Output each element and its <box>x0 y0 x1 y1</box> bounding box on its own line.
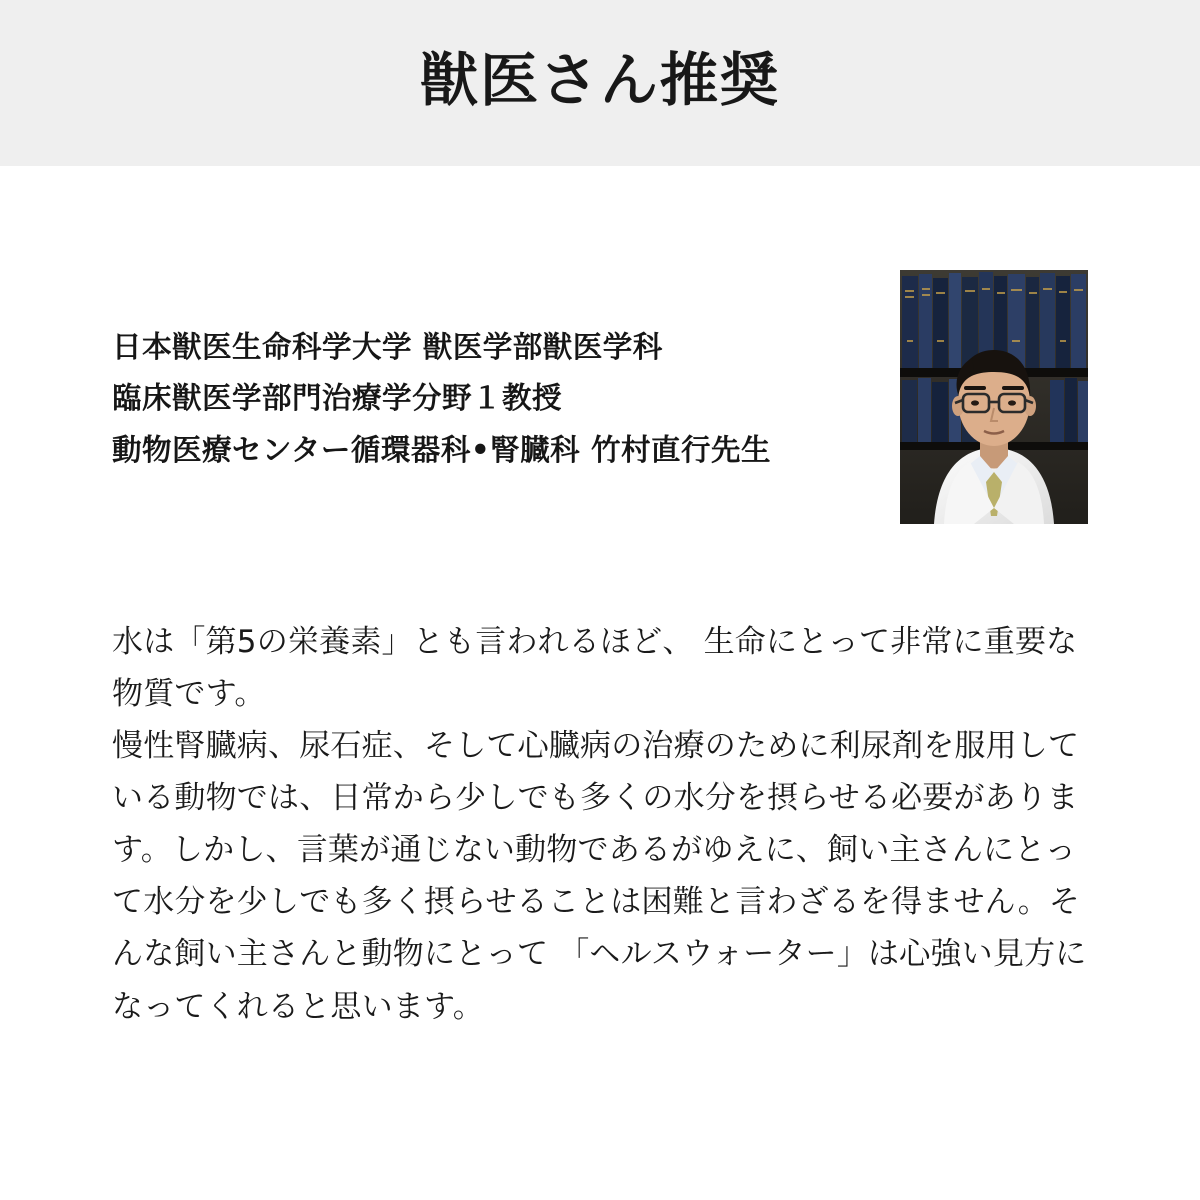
credential-line-1: 日本獣医生命科学大学 獣医学部獣医学科 <box>112 330 663 364</box>
doctor-credential-text <box>112 270 902 476</box>
page-title: 獣医さん推奨 <box>419 46 780 114</box>
content-area <box>0 270 1200 1033</box>
doctor-credential-block <box>112 270 1088 530</box>
header-banner <box>0 0 1200 166</box>
credential-line-3: 動物医療センター循環器科•腎臓科 竹村直行先生 <box>112 432 771 467</box>
body-copy <box>112 616 1088 1033</box>
body-paragraph-2: 慢性腎臓病、尿石症、そして心臓病の治療のために利尿剤を服用している動物では、日常から少しでも多くの水分を摂らせる必要があります。しかし、言葉が通じない動物であるがゆえに、飼い主さんにとって水分を少しでも多く摂らせることは困難と言わざるを得ません。そんな飼い主さんと動物にとって 「ヘルスウォーター」は心強い見方になってくれると思います。 <box>112 728 1087 1025</box>
credential-line-2: 臨床獣医学部門治療学分野１教授 <box>112 381 563 416</box>
veterinarian-portrait-image <box>900 270 1088 524</box>
body-paragraph-1: 水は「第5の栄養素」とも言われるほど、 生命にとって非常に重要な物質です。 <box>112 624 1078 713</box>
